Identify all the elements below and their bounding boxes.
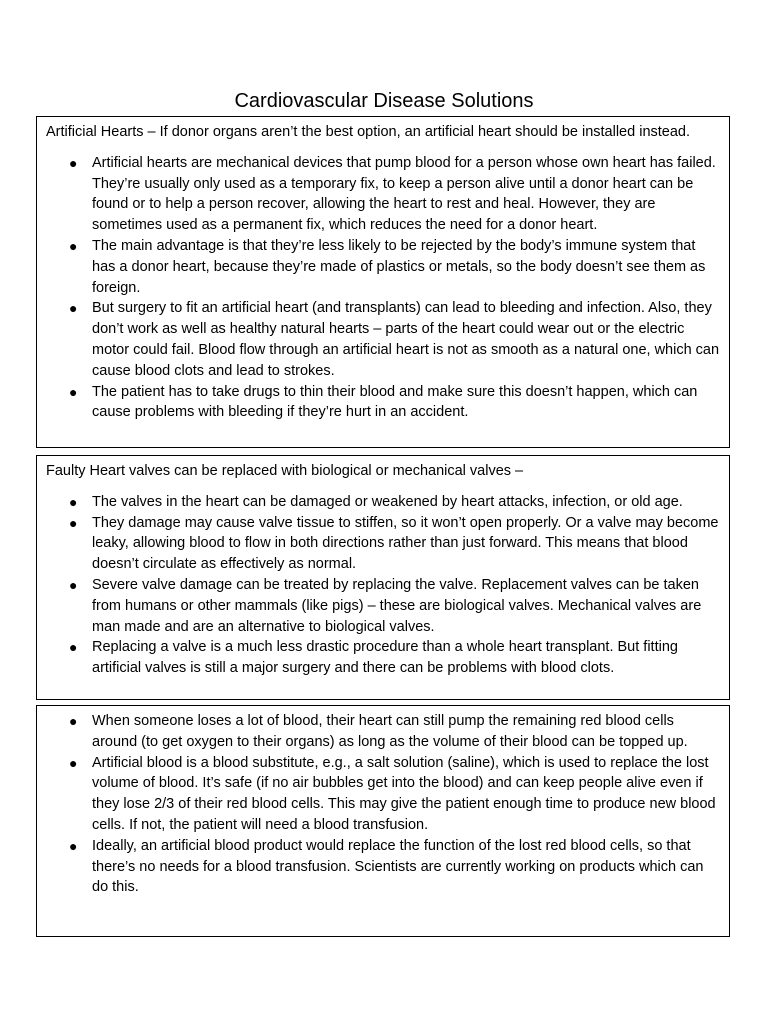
list-item-text: Artificial blood is a blood substitute, e.g., a salt solution (saline), which is used to replace the lost volume of blood. It’s safe (if no air bubbles get into the blood) and can keep people alive even if they lose 2/3 of their red blood cells. This may give the patient enough time to produce new blood cells. If not, the patient will need a blood transfusion. bbox=[92, 754, 716, 833]
bullet-icon: ● bbox=[69, 713, 78, 729]
list-item-text: But surgery to fit an artificial heart (and transplants) can lead to bleeding and infection. Also, they don’t work as well as healthy natural hearts – parts of the heart could wear out or the electric motor could fail. Blood flow through an artificial heart is not as smooth as a natural one, which can cause blood clots and lead to strokes. bbox=[92, 300, 720, 379]
bullet-icon: ● bbox=[69, 300, 78, 317]
list-item-text: Ideally, an artificial blood product would replace the function of the lost red blood cells, so that there’s no needs for a blood transfusion. Scientists are currently working on products which can do this. bbox=[92, 837, 704, 896]
section-intro: Artificial Hearts – If donor organs aren’t the best option, an artificial heart should be installed instead. bbox=[46, 124, 691, 140]
bullet-icon: ● bbox=[69, 514, 78, 531]
list-item-text: They damage may cause valve tissue to stiffen, so it won’t open properly. Or a valve may become leaky, allowing blood to flow in both directions rather than just forward. This means that blood doesn’t circulate as effectively as normal. bbox=[92, 514, 719, 573]
list-item bbox=[46, 153, 720, 236]
list-item bbox=[46, 298, 720, 381]
bullet-icon: ● bbox=[69, 493, 78, 510]
section-intro: Faulty Heart valves can be replaced with biological or mechanical valves – bbox=[46, 463, 524, 479]
list-item bbox=[46, 382, 720, 424]
artificial-hearts-section bbox=[36, 116, 730, 448]
bullet-list bbox=[46, 153, 720, 423]
list-item-text: Replacing a valve is a much less drastic procedure than a whole heart transplant. But fitting artificial valves is still a major surgery and there can be problems with blood clots. bbox=[92, 639, 678, 677]
list-item-text: The patient has to take drugs to thin their blood and make sure this doesn’t happen, which can cause problems with bleeding if they’re hurt in an accident. bbox=[92, 383, 698, 421]
list-item-text: Artificial hearts are mechanical devices that pump blood for a person whose own heart has failed. They’re usually only used as a temporary fix, to keep a person alive until a donor heart can be found or to help a person recover, allowing the heart to rest and heal. However, they are sometimes used as a permanent fix, which reduces the need for a donor heart. bbox=[92, 154, 716, 234]
bullet-icon: ● bbox=[69, 154, 78, 171]
list-item bbox=[46, 492, 720, 513]
bullet-icon: ● bbox=[69, 639, 78, 656]
list-item bbox=[46, 711, 720, 753]
list-item bbox=[46, 513, 720, 575]
bullet-icon: ● bbox=[69, 754, 78, 771]
list-item bbox=[46, 575, 720, 637]
list-item bbox=[46, 236, 720, 298]
list-item bbox=[46, 637, 720, 679]
bullet-icon: ● bbox=[69, 237, 78, 254]
list-item-text: The main advantage is that they’re less likely to be rejected by the body’s immune system that has a donor heart, because they’re made of plastics or metals, so the body doesn’t see them as foreign. bbox=[92, 237, 706, 296]
bullet-list bbox=[46, 711, 720, 898]
list-item bbox=[46, 836, 720, 898]
bullet-icon: ● bbox=[69, 383, 78, 400]
artificial-blood-section bbox=[36, 705, 730, 937]
list-item bbox=[46, 753, 720, 836]
bullet-icon: ● bbox=[69, 576, 78, 593]
heart-valves-section bbox=[36, 455, 730, 700]
list-item-text: Severe valve damage can be treated by replacing the valve. Replacement valves can be taken from humans or other mammals (like pigs) – these are biological valves. Mechanical valves are man made and are an alternative to biological valves. bbox=[92, 576, 702, 635]
list-item-text: When someone loses a lot of blood, their heart can still pump the remaining red blood cells around (to get oxygen to their organs) as long as the volume of their blood can be topped up. bbox=[92, 713, 688, 750]
bullet-icon: ● bbox=[69, 837, 78, 854]
bullet-list bbox=[46, 492, 720, 679]
list-item-text: The valves in the heart can be damaged or weakened by heart attacks, infection, or old age. bbox=[92, 493, 683, 510]
page-title: Cardiovascular Disease Solutions bbox=[234, 90, 534, 112]
